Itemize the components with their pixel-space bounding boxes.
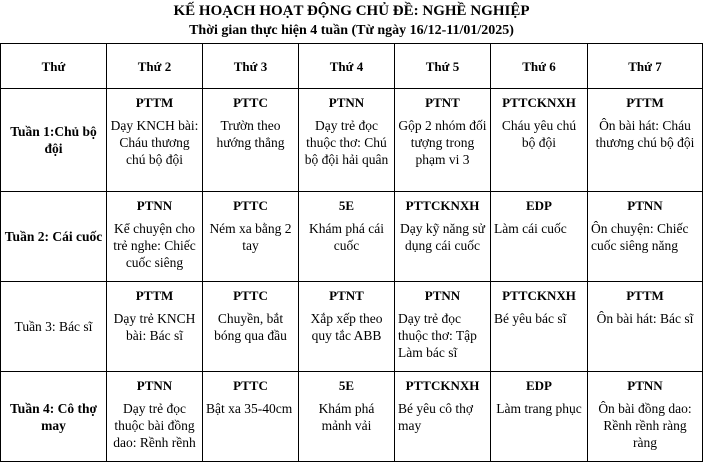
- week-row: [1, 282, 703, 372]
- activity-code: PTTCKNXH: [502, 95, 576, 110]
- table-cell: [395, 372, 491, 462]
- week-row: [1, 192, 703, 282]
- activity-text: Dạy KNCH bài: Cháu thương chú bộ đội: [110, 118, 199, 167]
- activity-text: Dạy trẻ đọc thuộc thơ: Chú bộ đội hải quân: [304, 118, 389, 167]
- activity-code: PTNN: [627, 378, 663, 393]
- activity-code: PTTC: [233, 378, 268, 393]
- activity-text: Ôn chuyện: Chiếc cuốc siêng năng: [591, 221, 689, 253]
- activity-text: Chuyền, bắt bóng qua đầu: [214, 311, 287, 343]
- activity-text: Làm cái cuốc: [494, 221, 567, 236]
- activity-text: Dạy kỹ năng sử dụng cái cuốc: [400, 221, 485, 253]
- activity-code: PTTM: [135, 288, 174, 303]
- week-label: Tuần 1:Chủ bộ đội: [1, 89, 107, 192]
- table-cell: [491, 372, 588, 462]
- table-cell: [203, 282, 299, 372]
- activity-text: Gộp 2 nhóm đối tượng trong phạm vi 3: [398, 118, 487, 167]
- activity-code: PTTCKNXH: [405, 378, 480, 393]
- activity-code: PTTC: [233, 198, 268, 213]
- week-label: Tuần 4: Cô thợ may: [1, 372, 107, 462]
- table-cell: [491, 192, 588, 282]
- table-cell: [299, 372, 395, 462]
- table-cell: [588, 282, 703, 372]
- table-cell: [491, 282, 588, 372]
- activity-code: 5E: [338, 198, 355, 213]
- activity-code: PTTCKNXH: [502, 288, 576, 303]
- header-cell-day: Thứ: [1, 44, 107, 89]
- table-cell: [203, 89, 299, 192]
- activity-text: Dạy trẻ đọc thuộc thơ: Tập Làm bác sĩ: [398, 311, 477, 360]
- week-label: Tuần 2: Cái cuốc: [1, 192, 107, 282]
- activity-code: PTNN: [328, 95, 365, 110]
- week-label: Tuần 3: Bác sĩ: [1, 282, 107, 372]
- activity-code: EDP: [526, 198, 552, 213]
- table-cell: [588, 192, 703, 282]
- activity-text: Làm trang phục: [496, 401, 582, 416]
- table-cell: [299, 282, 395, 372]
- activity-text: Cháu yêu chú bộ đội: [501, 118, 577, 150]
- activity-text: Khám phá mảnh vải: [318, 401, 375, 433]
- table-cell: [299, 89, 395, 192]
- activity-text: Bật xa 35-40cm: [206, 401, 293, 416]
- activity-text: Xắp xếp theo quy tắc ABB: [310, 311, 383, 343]
- table-cell: [203, 192, 299, 282]
- table-cell: [588, 89, 703, 192]
- document-title: KẾ HOẠCH HOẠT ĐỘNG CHỦ ĐỀ: NGHỀ NGHIỆP: [173, 3, 530, 19]
- table-cell: [395, 282, 491, 372]
- activity-text: Kể chuyện cho trẻ nghe: Chiếc cuốc siêng: [113, 221, 196, 270]
- activity-text: Bé yêu cô thợ may: [398, 401, 473, 433]
- header-cell-wed: Thứ 4: [299, 44, 395, 89]
- header-cell-tue: Thứ 3: [203, 44, 299, 89]
- activity-code: PTTC: [233, 95, 268, 110]
- table-cell: [107, 282, 203, 372]
- activity-text: Ném xa bằng 2 tay: [209, 221, 292, 253]
- table-cell: [491, 89, 588, 192]
- activity-text: Khám phá cái cuốc: [309, 221, 384, 253]
- activity-code: PTTCKNXH: [405, 198, 480, 213]
- activity-text: Ôn bài đồng dao: Rềnh rềnh ràng ràng: [598, 401, 692, 450]
- schedule-table: [0, 43, 703, 462]
- header-row: [1, 44, 703, 89]
- activity-code: PTNN: [136, 198, 173, 213]
- table-cell: [588, 372, 703, 462]
- activity-code: 5E: [338, 378, 355, 393]
- header-cell-mon: Thứ 2: [107, 44, 203, 89]
- activity-code: PTNT: [329, 288, 364, 303]
- activity-code: EDP: [526, 378, 552, 393]
- table-cell: [395, 89, 491, 192]
- activity-text: Ôn bài hát: Cháu thương chú bộ đội: [595, 118, 695, 150]
- table-cell: [107, 192, 203, 282]
- week-row: [1, 89, 703, 192]
- activity-code: PTTM: [626, 288, 664, 303]
- activity-code: PTTM: [135, 95, 174, 110]
- table-cell: [203, 372, 299, 462]
- table-cell: [395, 192, 491, 282]
- header-cell-thu: Thứ 5: [395, 44, 491, 89]
- activity-code: PTNT: [425, 95, 460, 110]
- activity-text: Dạy trẻ đọc thuộc bài đồng dao: Rềnh rềnh: [113, 401, 196, 450]
- table-cell: [299, 192, 395, 282]
- activity-text: Trườn theo hướng thẳng: [216, 118, 285, 150]
- document-subtitle: Thời gian thực hiện 4 tuần (Từ ngày 16/12-11/01/2025): [189, 23, 514, 38]
- activity-code: PTNN: [424, 288, 461, 303]
- activity-code: PTTM: [626, 95, 664, 110]
- activity-text: Bé yêu bác sĩ: [494, 311, 567, 326]
- header-cell-sat: Thứ 7: [588, 44, 703, 89]
- activity-text: Ôn bài hát: Bác sĩ: [596, 311, 694, 326]
- activity-code: PTNN: [627, 198, 663, 213]
- activity-code: PTNN: [136, 378, 173, 393]
- table-cell: [107, 372, 203, 462]
- header-cell-fri: Thứ 6: [491, 44, 588, 89]
- table-cell: [107, 89, 203, 192]
- activity-text: Dạy trẻ KNCH bài: Bác sĩ: [113, 311, 196, 343]
- week-row: [1, 372, 703, 462]
- activity-code: PTTC: [233, 288, 268, 303]
